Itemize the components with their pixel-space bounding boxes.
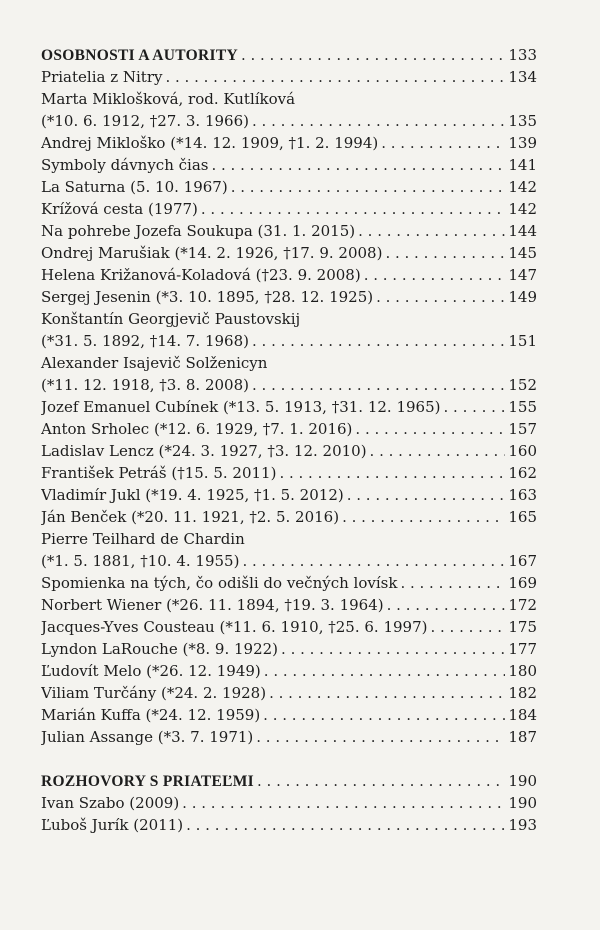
toc-entry	[41, 176, 537, 198]
toc-entry	[41, 374, 537, 396]
dot-leader	[231, 176, 506, 198]
toc-entry-title: Helena Križanová-Koladová (†23. 9. 2008)	[41, 266, 361, 284]
dot-leader	[252, 110, 505, 132]
toc-entry-title: (*11. 12. 1918, †3. 8. 2008)	[41, 376, 249, 394]
dot-leader	[264, 660, 506, 682]
page-number: 133	[508, 46, 537, 64]
page-number: 180	[508, 662, 537, 680]
page-number: 163	[508, 486, 537, 504]
page-number: 135	[508, 112, 537, 130]
toc-entry	[41, 132, 537, 154]
dot-leader	[269, 682, 505, 704]
dot-leader	[279, 462, 505, 484]
toc-entry-title: Sergej Jesenin (*3. 10. 1895, †28. 12. 1925)	[41, 288, 374, 306]
toc-entry-title: Lyndon LaRouche (*8. 9. 1922)	[41, 640, 279, 658]
dot-leader	[381, 132, 505, 154]
toc-entry-title: Vladimír Jukl (*19. 4. 1925, †1. 5. 2012)	[41, 486, 344, 504]
dot-leader	[257, 770, 505, 792]
page-number: 155	[508, 398, 537, 416]
toc-entry	[41, 594, 537, 616]
toc-entry-title: Andrej Mikloško (*14. 12. 1909, †1. 2. 1994)	[41, 134, 379, 152]
toc-entry	[41, 440, 537, 462]
toc-entry-title: Krížová cesta (1977)	[41, 200, 198, 218]
page-number: 142	[508, 200, 537, 218]
toc-entry	[41, 792, 537, 814]
toc-entry	[41, 154, 537, 176]
toc-entry-title: Norbert Wiener (*26. 11. 1894, †19. 3. 1964)	[41, 596, 384, 614]
page-number: 144	[508, 222, 537, 240]
toc-entry-title: Marián Kuffa (*24. 12. 1959)	[41, 706, 261, 724]
dot-leader	[256, 726, 505, 748]
page-number: 169	[508, 574, 537, 592]
toc-entry	[41, 418, 537, 440]
toc-entry-title: Ján Benček (*20. 11. 1921, †2. 5. 2016)	[41, 508, 340, 526]
toc-entry-title: Ondrej Marušiak (*14. 2. 1926, †17. 9. 2008)	[41, 244, 383, 262]
dot-leader	[241, 44, 505, 66]
dot-leader	[182, 792, 505, 814]
toc-entry-title: La Saturna (5. 10. 1967)	[41, 178, 228, 196]
toc-entry	[41, 66, 537, 88]
toc-entry-title-line: Marta Miklošková, rod. Kutlíková	[41, 90, 296, 108]
toc-entry-title: Jacques-Yves Cousteau (*11. 6. 1910, †25. 6. 1997)	[41, 618, 428, 636]
toc-entry	[41, 814, 537, 836]
dot-leader	[385, 242, 505, 264]
dot-leader	[347, 484, 506, 506]
toc-entry	[41, 506, 537, 528]
dot-leader	[211, 154, 505, 176]
dot-leader	[165, 66, 505, 88]
toc-entry	[41, 396, 537, 418]
dot-leader	[364, 264, 506, 286]
page-number: 182	[508, 684, 537, 702]
page-number: 167	[508, 552, 537, 570]
toc-entry-title: František Petráš (†15. 5. 2011)	[41, 464, 277, 482]
dot-leader	[444, 396, 506, 418]
toc-entry-title: (*10. 6. 1912, †27. 3. 1966)	[41, 112, 249, 130]
toc-entry-title: Ladislav Lencz (*24. 3. 1927, †3. 12. 2010)	[41, 442, 367, 460]
dot-leader	[355, 418, 505, 440]
toc-entry	[41, 572, 537, 594]
toc-entry-title: Jozef Emanuel Cubínek (*13. 5. 1913, †31. 12. 1965)	[41, 398, 441, 416]
page-number: 145	[508, 244, 537, 262]
dot-leader	[370, 440, 506, 462]
section-spacer	[41, 748, 537, 770]
toc-entry	[41, 286, 537, 308]
toc-entry-title-line: Konštantín Georgjevič Paustovskij	[41, 310, 301, 328]
toc-entry	[41, 198, 537, 220]
toc-entry	[41, 220, 537, 242]
dot-leader	[263, 704, 505, 726]
toc-entry	[41, 682, 537, 704]
page-number: 134	[508, 68, 537, 86]
dot-leader	[400, 572, 505, 594]
page-number: 175	[508, 618, 537, 636]
page-number: 177	[508, 640, 537, 658]
page-number: 151	[508, 332, 537, 350]
toc-entry	[41, 330, 537, 352]
toc-entry-title: Viliam Turčány (*24. 2. 1928)	[41, 684, 267, 702]
toc-entry-title: (*1. 5. 1881, †10. 4. 1955)	[41, 552, 240, 570]
dot-leader	[201, 198, 505, 220]
section-heading	[41, 44, 537, 66]
page-number: 162	[508, 464, 537, 482]
page-number: 152	[508, 376, 537, 394]
toc-entry-title: Symboly dávnych čias	[41, 156, 209, 174]
toc-entry	[41, 110, 537, 132]
toc-entry	[41, 462, 537, 484]
page-number: 160	[508, 442, 537, 460]
dot-leader	[242, 550, 505, 572]
toc-entry	[41, 704, 537, 726]
page-number: 147	[508, 266, 537, 284]
dot-leader	[186, 814, 505, 836]
page-number: 142	[508, 178, 537, 196]
page-number: 139	[508, 134, 537, 152]
toc-entry-title-line: Pierre Teilhard de Chardin	[41, 530, 245, 548]
toc-entry-title-line: Alexander Isajevič Solženicyn	[41, 354, 268, 372]
toc-entry	[41, 638, 537, 660]
table-of-contents	[41, 44, 537, 836]
toc-entry-title: (*31. 5. 1892, †14. 7. 1968)	[41, 332, 249, 350]
dot-leader	[281, 638, 505, 660]
toc-entry-title: Na pohrebe Jozefa Soukupa (31. 1. 2015)	[41, 222, 356, 240]
dot-leader	[252, 374, 505, 396]
page-number: 190	[508, 794, 537, 812]
dot-leader	[358, 220, 505, 242]
toc-entry	[41, 264, 537, 286]
toc-entry-title: Ivan Szabo (2009)	[41, 794, 180, 812]
toc-entry	[41, 726, 537, 748]
toc-entry-title: Priatelia z Nitry	[41, 68, 163, 86]
toc-entry	[41, 484, 537, 506]
dot-leader	[387, 594, 506, 616]
toc-entry	[41, 242, 537, 264]
page-number: 157	[508, 420, 537, 438]
dot-leader	[342, 506, 505, 528]
page-number: 190	[508, 772, 537, 790]
section-title: ROZHOVORY S PRIATEĽMI	[41, 773, 254, 790]
toc-entry-title: Anton Srholec (*12. 6. 1929, †7. 1. 2016)	[41, 420, 353, 438]
dot-leader	[252, 330, 505, 352]
toc-entry-title: Ľuboš Jurík (2011)	[41, 816, 184, 834]
toc-entry-title: Spomienka na tých, čo odišli do večných lovísk	[41, 574, 398, 592]
section-heading	[41, 770, 537, 792]
dot-leader	[430, 616, 505, 638]
page-number: 184	[508, 706, 537, 724]
dot-leader	[376, 286, 505, 308]
page-number: 193	[508, 816, 537, 834]
toc-entry	[41, 660, 537, 682]
page-number: 165	[508, 508, 537, 526]
toc-entry	[41, 550, 537, 572]
page-number: 141	[508, 156, 537, 174]
section-title: OSOBNOSTI A AUTORITY	[41, 47, 238, 64]
toc-entry-title: Ľudovít Melo (*26. 12. 1949)	[41, 662, 261, 680]
page-number: 187	[508, 728, 537, 746]
toc-entry	[41, 616, 537, 638]
toc-entry-title: Julian Assange (*3. 7. 1971)	[41, 728, 254, 746]
page-number: 149	[508, 288, 537, 306]
page-number: 172	[508, 596, 537, 614]
